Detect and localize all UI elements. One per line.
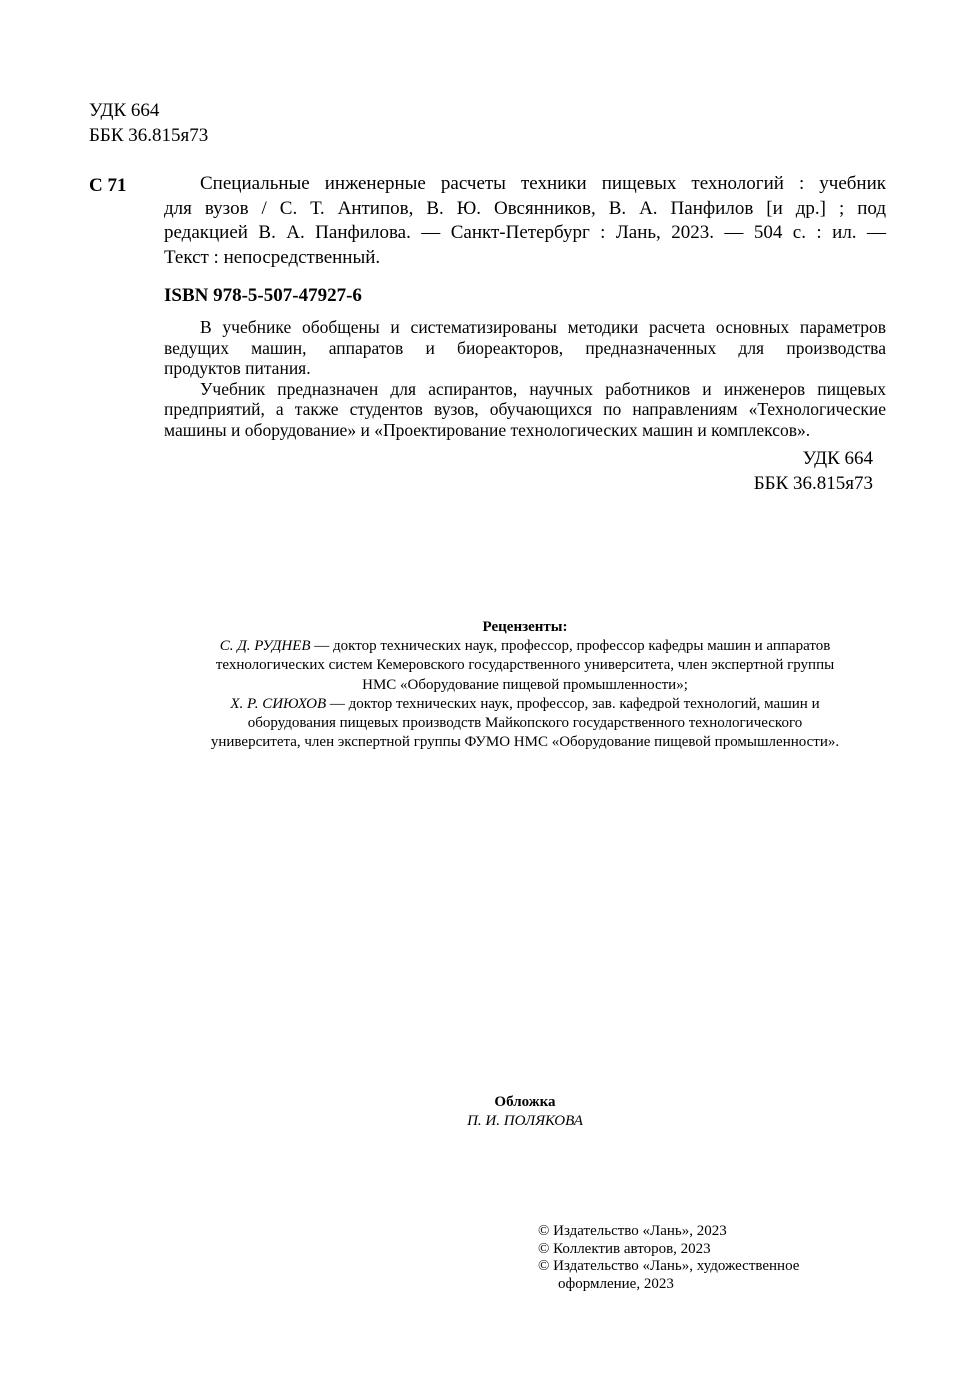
reviewer-1-line: технологических систем Кемеровского государственного университета, член экспертной группы xyxy=(215,657,835,674)
reviewer-2-line: университета, член экспертной группы ФУМО НМС «Оборудование пищевой промышленности». xyxy=(210,734,840,751)
biblio-line: редакцией В. А. Панфилова. — Санкт-Петербург : Лань, 2023. — 504 с. : ил. — xyxy=(164,222,886,243)
bbk-code: ББК 36.815я73 xyxy=(89,125,209,146)
reviewer-2-line: оборудования пищевых производств Майкопского государственного технологического xyxy=(247,715,803,732)
udk-code: УДК 664 xyxy=(802,448,873,469)
annotation-line: Учебник предназначен для аспирантов, научных работников и инженеров пищевых xyxy=(200,378,886,399)
bbk-code: ББК 36.815я73 xyxy=(753,473,873,494)
reviewer-1-line: НМС «Оборудование пищевой промышленности»; xyxy=(362,676,688,693)
copyright-line: © Издательство «Лань», 2023 xyxy=(538,1223,727,1239)
cover-artist: П. И. ПОЛЯКОВА xyxy=(467,1113,583,1129)
reviewer-1-line xyxy=(160,637,890,656)
reviewer-2-text: — доктор технических наук, профессор, зав. кафедрой технологий, машин и xyxy=(326,695,820,712)
reviewer-1-text: — доктор технических наук, профессор, профессор кафедры машин и аппаратов xyxy=(310,638,831,655)
reviewer-2-line xyxy=(160,695,890,714)
biblio-line: Специальные инженерные расчеты техники пищевых технологий : учебник xyxy=(200,173,886,194)
udk-code: УДК 664 xyxy=(89,100,160,121)
top-classification-codes xyxy=(89,98,208,148)
isbn: ISBN 978-5-507-47927-6 xyxy=(164,285,362,306)
catalog-code: С 71 xyxy=(89,175,127,196)
reviewers-heading: Рецензенты: xyxy=(482,619,568,635)
copyright-line: © Издательство «Лань», художественное xyxy=(538,1258,800,1274)
reviewer-2-name: Х. Р. СИЮХОВ xyxy=(230,695,327,712)
copyright-line: оформление, 2023 xyxy=(558,1275,674,1292)
reviewers-section xyxy=(160,618,890,752)
copyright-notice xyxy=(538,1223,799,1293)
cover-credit xyxy=(420,1093,630,1131)
bottom-classification-codes xyxy=(754,446,873,496)
cover-heading: Обложка xyxy=(494,1094,556,1110)
annotation-line: предприятий, а также студентов вузов, обучающихся по направлениям «Технологические xyxy=(164,399,886,419)
annotation-line: В учебнике обобщены и систематизированы методики расчета основных параметров xyxy=(200,317,886,337)
annotation-line: ведущих машин, аппаратов и биореакторов, предназначенных для производства xyxy=(164,337,886,358)
copyright-line: © Коллектив авторов, 2023 xyxy=(538,1240,711,1257)
reviewer-1-name: С. Д. РУДНЕВ xyxy=(219,638,311,655)
biblio-line: Текст : непосредственный. xyxy=(164,246,381,268)
annotation xyxy=(164,317,886,440)
annotation-line: машины и оборудование» и «Проектирование технологических машин и комплексов». xyxy=(164,419,811,440)
biblio-line: для вузов / С. Т. Антипов, В. Ю. Овсянников, В. А. Панфилов [и др.] ; под xyxy=(164,197,886,219)
annotation-line: продуктов питания. xyxy=(164,358,311,378)
bibliographic-description xyxy=(164,172,886,270)
